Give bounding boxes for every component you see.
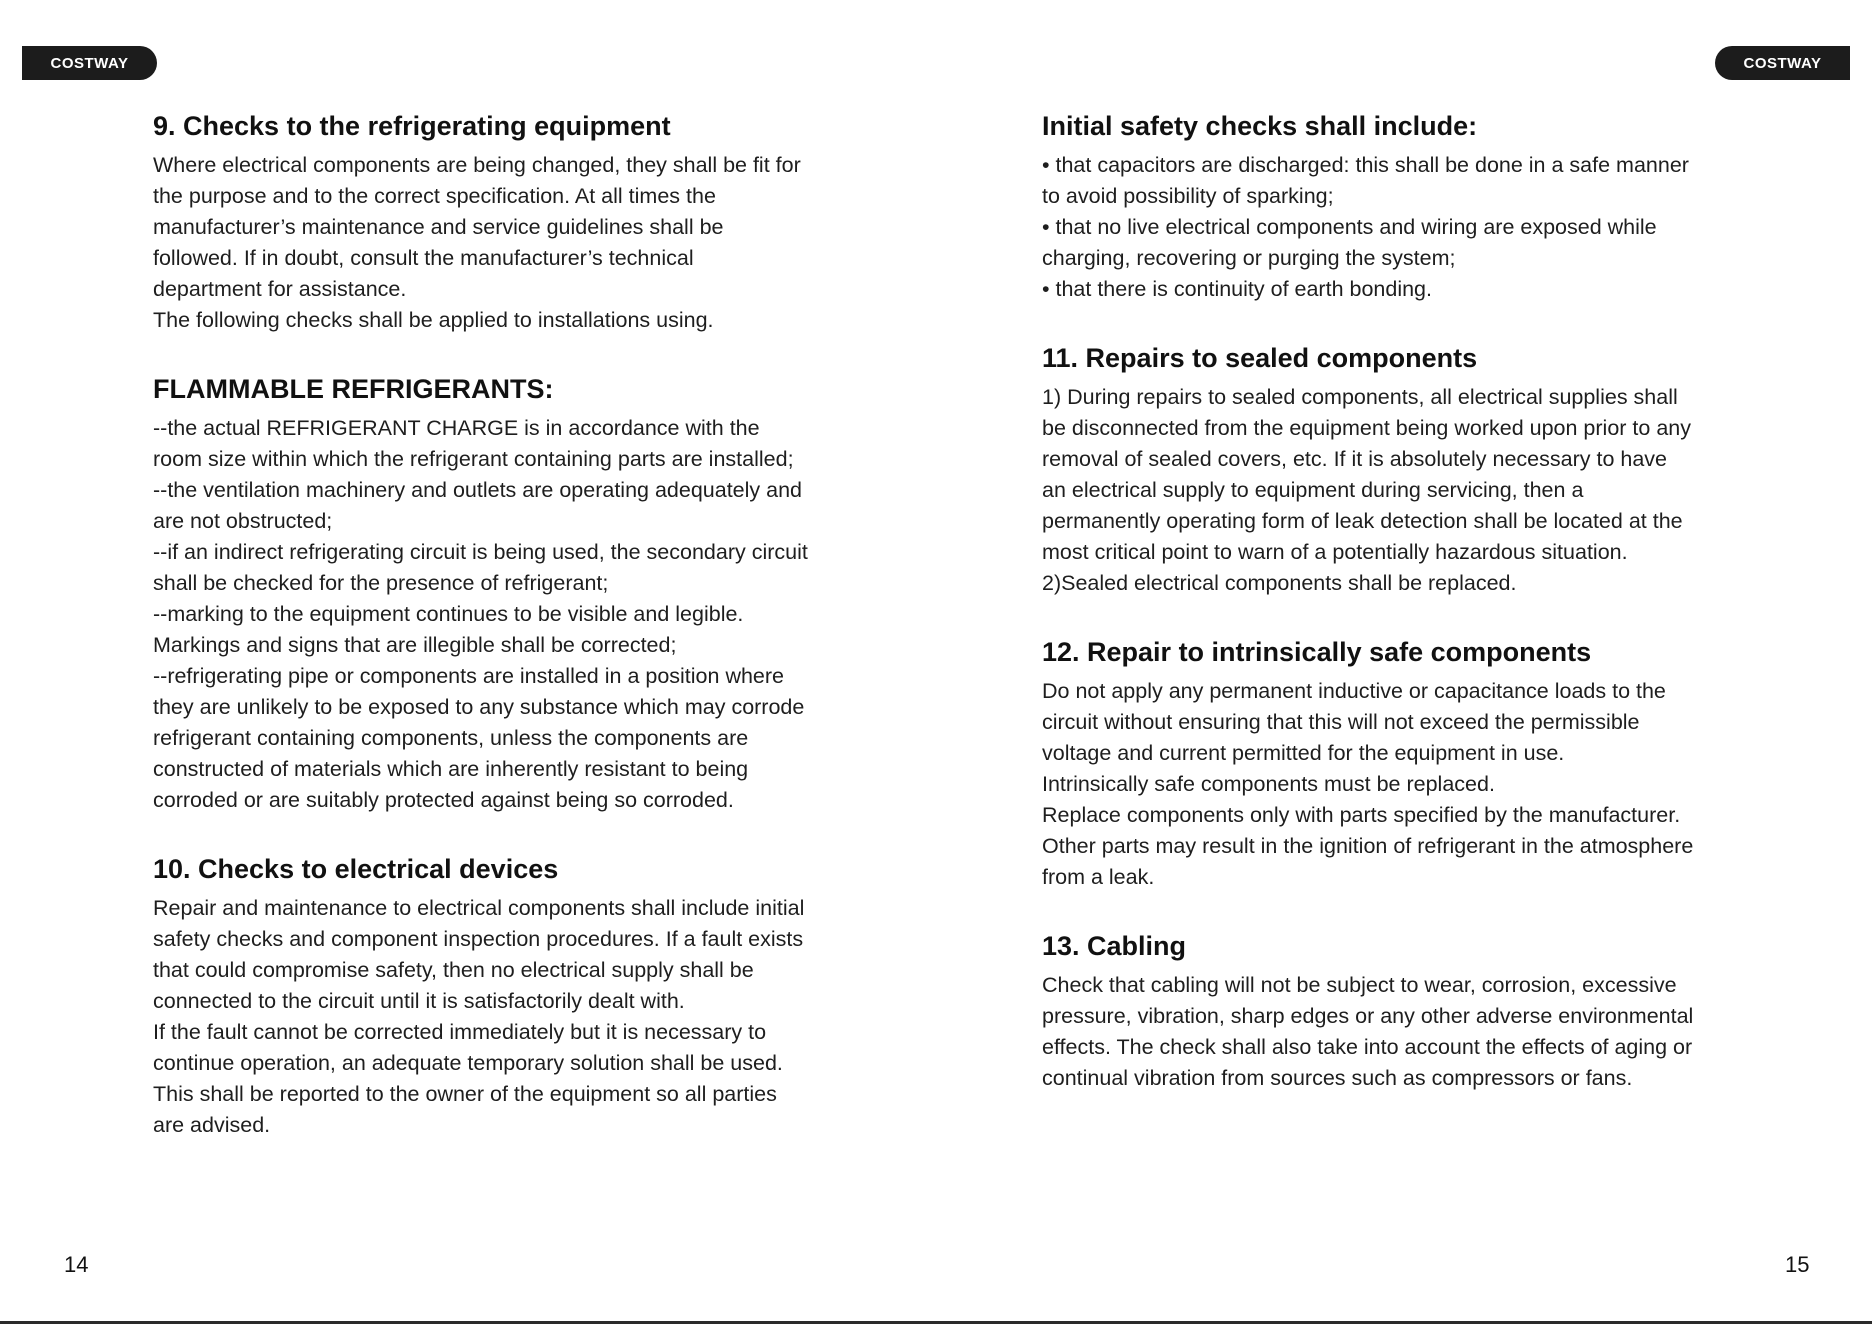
body-text-line: that could compromise safety, then no electrical supply shall be <box>153 958 754 982</box>
body-text-line: connected to the circuit until it is satisfactorily dealt with. <box>153 989 685 1013</box>
body-text-line: Where electrical components are being changed, they shall be fit for <box>153 153 801 177</box>
body-text-line: Other parts may result in the ignition of refrigerant in the atmosphere <box>1042 834 1694 858</box>
body-text-line: are advised. <box>153 1113 271 1137</box>
body-text-line: • that no live electrical components and wiring are exposed while <box>1042 215 1657 239</box>
body-text-line: 2)Sealed electrical components shall be replaced. <box>1042 571 1517 595</box>
section <box>153 852 853 1141</box>
body-text-line: If the fault cannot be corrected immediately but it is necessary to <box>153 1020 767 1044</box>
section-heading: 9. Checks to the refrigerating equipment <box>153 111 671 141</box>
body-text-line: manufacturer’s maintenance and service guidelines shall be <box>153 215 724 239</box>
body-text-line: --the ventilation machinery and outlets are operating adequately and <box>153 478 802 502</box>
brand-logo: COSTWAY <box>1715 46 1850 80</box>
body-text-line: they are unlikely to be exposed to any substance which may corrode <box>153 695 805 719</box>
body-text-line: --the actual REFRIGERANT CHARGE is in accordance with the <box>153 416 760 440</box>
body-text-line: effects. The check shall also take into account the effects of aging or <box>1042 1035 1693 1059</box>
body-text-line: corroded or are suitably protected against being so corroded. <box>153 788 734 812</box>
body-text-line: constructed of materials which are inherently resistant to being <box>153 757 749 781</box>
body-text-line: continual vibration from sources such as compressors or fans. <box>1042 1066 1633 1090</box>
body-text-line: Markings and signs that are illegible shall be corrected; <box>153 633 677 657</box>
body-text-line: The following checks shall be applied to installations using. <box>153 308 714 332</box>
body-text-line: --marking to the equipment continues to be visible and legible. <box>153 602 744 626</box>
body-text-line: voltage and current permitted for the equipment in use. <box>1042 741 1565 765</box>
page-number-left: 14 <box>64 1252 89 1277</box>
section <box>153 372 853 816</box>
left-page-content <box>153 109 853 1177</box>
section-heading: 11. Repairs to sealed components <box>1042 343 1478 373</box>
body-text-line: 1) During repairs to sealed components, all electrical supplies shall <box>1042 385 1678 409</box>
body-text-line: the purpose and to the correct specification. At all times the <box>153 184 716 208</box>
section-heading: FLAMMABLE REFRIGERANTS: <box>153 374 554 404</box>
body-text-line: are not obstructed; <box>153 509 333 533</box>
page-number-right: 15 <box>1785 1252 1810 1277</box>
body-text-line: continue operation, an adequate temporary solution shall be used. <box>153 1051 783 1075</box>
body-text-line: Do not apply any permanent inductive or capacitance loads to the <box>1042 679 1666 703</box>
body-text-line: Replace components only with parts specified by the manufacturer. <box>1042 803 1681 827</box>
body-text-line: shall be checked for the presence of refrigerant; <box>153 571 609 595</box>
body-text-line: Repair and maintenance to electrical components shall include initial <box>153 896 805 920</box>
section <box>1042 109 1742 305</box>
section <box>1042 929 1742 1094</box>
body-text-line: refrigerant containing components, unless the components are <box>153 726 749 750</box>
body-text-line: an electrical supply to equipment during servicing, then a <box>1042 478 1584 502</box>
body-text-line: to avoid possibility of sparking; <box>1042 184 1334 208</box>
brand-logo: COSTWAY <box>22 46 157 80</box>
body-text-line: permanently operating form of leak detection shall be located at the <box>1042 509 1683 533</box>
body-text-line: department for assistance. <box>153 277 407 301</box>
body-text-line: be disconnected from the equipment being worked upon prior to any <box>1042 416 1691 440</box>
section-heading: 12. Repair to intrinsically safe components <box>1042 637 1592 667</box>
body-text-line: safety checks and component inspection procedures. If a fault exists <box>153 927 804 951</box>
body-text-line: This shall be reported to the owner of the equipment so all parties <box>153 1082 777 1106</box>
section-heading: 10. Checks to electrical devices <box>153 854 559 884</box>
section <box>153 109 853 336</box>
right-page-content <box>1042 109 1742 1130</box>
body-text-line: removal of sealed covers, etc. If it is absolutely necessary to have <box>1042 447 1667 471</box>
body-text-line: charging, recovering or purging the system; <box>1042 246 1456 270</box>
section-heading: 13. Cabling <box>1042 931 1187 961</box>
section <box>1042 635 1742 893</box>
section-heading: Initial safety checks shall include: <box>1042 111 1478 141</box>
body-text-line: circuit without ensuring that this will not exceed the permissible <box>1042 710 1640 734</box>
body-text-line: • that capacitors are discharged: this shall be done in a safe manner <box>1042 153 1689 177</box>
body-text-line: Intrinsically safe components must be replaced. <box>1042 772 1495 796</box>
body-text-line: followed. If in doubt, consult the manufacturer’s technical <box>153 246 694 270</box>
body-text-line: --refrigerating pipe or components are installed in a position where <box>153 664 785 688</box>
body-text-line: • that there is continuity of earth bonding. <box>1042 277 1432 301</box>
body-text-line: pressure, vibration, sharp edges or any other adverse environmental <box>1042 1004 1694 1028</box>
body-text-line: from a leak. <box>1042 865 1155 889</box>
body-text-line: room size within which the refrigerant containing parts are installed; <box>153 447 794 471</box>
body-text-line: Check that cabling will not be subject to wear, corrosion, excessive <box>1042 973 1677 997</box>
body-text-line: most critical point to warn of a potentially hazardous situation. <box>1042 540 1628 564</box>
section <box>1042 341 1742 599</box>
body-text-line: --if an indirect refrigerating circuit is being used, the secondary circuit <box>153 540 808 564</box>
